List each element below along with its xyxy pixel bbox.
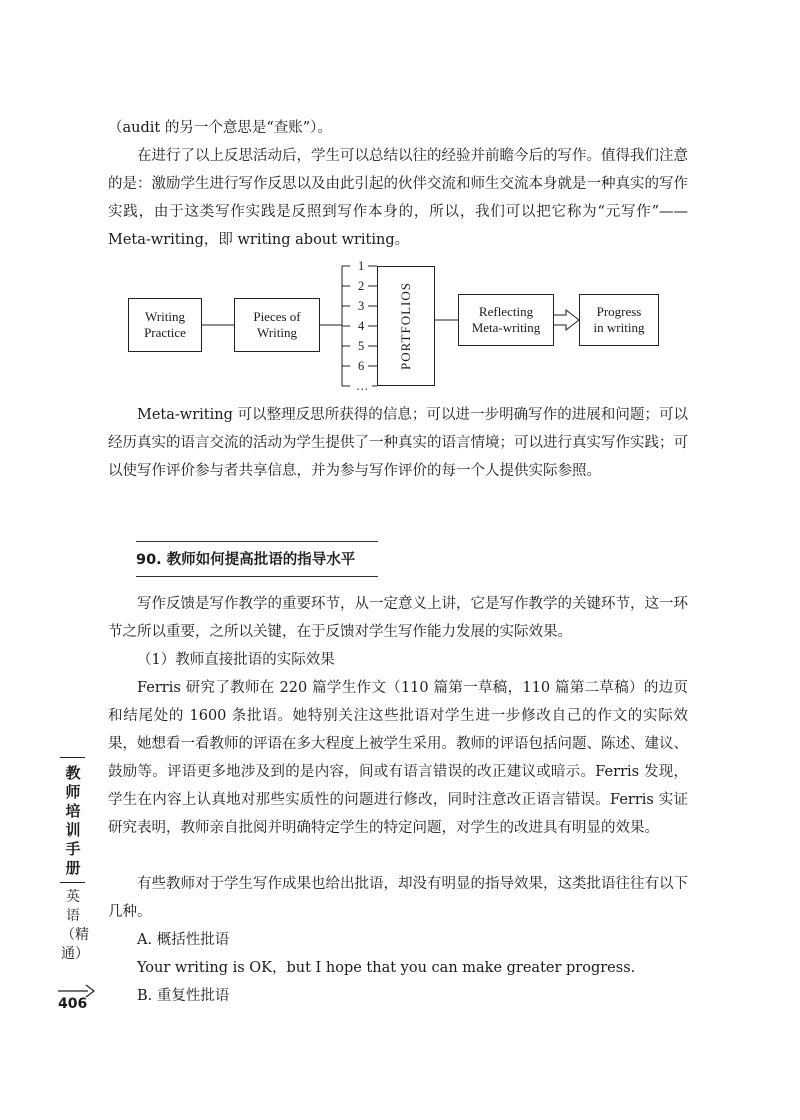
portfolio-number-4: 4 [358, 319, 365, 333]
sidebar-rule-middle [60, 882, 85, 883]
sidebar-subject: 英语（精通） [61, 889, 89, 962]
progress-in-writing-label: Progress in writing [593, 304, 645, 335]
portfolios-label: PORTFOLIOS [398, 282, 413, 370]
sidebar-book-title: 教师培训手册 [65, 764, 81, 877]
portfolio-number-ellipsis: … [356, 379, 369, 393]
hollow-arrow [554, 310, 579, 330]
page-number: 406 [58, 996, 88, 1012]
heading-rule-bottom [136, 576, 378, 577]
section-heading: 90. 教师如何提高批语的指导水平 [136, 552, 356, 568]
comments-paragraph: 有些教师对于学生写作成果也给出批语，却没有明显的指导效果，这类批语往往有以下几种。 [108, 876, 688, 920]
portfolio-number-2: 2 [358, 279, 365, 293]
portfolio-number-6: 6 [358, 359, 365, 373]
item-b: B. 重复性批语 [137, 988, 230, 1004]
meta-writing-paragraph: Meta-writing 可以整理反思所获得的信息；可以进一步明确写作的进展和问题；可以经历真实的语言交流的活动为学生提供了一种真实的语言情境；可以进行真实写作实践；可以使写作评价参与者共享信息，并为参与写作评价的每一个人提供实际参照。 [108, 407, 688, 479]
example-a: Your writing is OK，but I hope that you can make greater progress. [137, 960, 636, 976]
writing-practice-label: Writing Practice [144, 309, 186, 340]
portfolio-number-3: 3 [358, 299, 365, 313]
pieces-of-writing-label: Pieces of Writing [253, 309, 301, 340]
feedback-paragraph: 写作反馈是写作教学的重要环节，从一定意义上讲，它是写作教学的关键环节，这一环节之所以重要，之所以关键，在于反馈对学生写作能力发展的实际效果。 [108, 596, 688, 640]
sidebar-rule-top [60, 757, 85, 758]
audit-line: （audit 的另一个意思是“查账”）。 [108, 120, 332, 136]
reflection-paragraph: 在进行了以上反思活动后，学生可以总结以往的经验并前瞻今后的写作。值得我们注意的是：激励学生进行写作反思以及由此引起的伙伴交流和师生交流本身就是一种真实的写作实践，由于这类写作实践是反照到写作本身的，所以，我们可以把它称为“元写作”—— Meta-writing，即 writing about writing。 [108, 148, 688, 248]
ferris-paragraph: Ferris 研究了教师在 220 篇学生作文（110 篇第一草稿，110 篇第二草稿）的边页和结尾处的 1600 条批语。她特别关注这些批语对学生进一步修改自己的作文的实际效果，她想看一看教师的评语在多大程度上被学生采用。教师的评语包括问题、陈述、建议、鼓励等。评语更多地涉及到的是内容，间或有语言错误的改正建议或暗示。Ferris 发现，学生在内容上认真地对那些实质性的问题进行修改，同时注意改正语言错误。Ferris 实证研究表明，教师亲自批阅并明确特定学生的特定问题，对学生的改进具有明显的效果。 [108, 680, 688, 836]
item-a: A. 概括性批语 [137, 932, 230, 948]
subheading-1: （1）教师直接批语的实际效果 [137, 652, 335, 668]
portfolio-number-5: 5 [358, 339, 365, 353]
portfolio-number-1: 1 [358, 259, 365, 273]
reflecting-meta-writing-label: Reflecting Meta-writing [471, 304, 541, 335]
heading-rule-top [136, 541, 378, 542]
